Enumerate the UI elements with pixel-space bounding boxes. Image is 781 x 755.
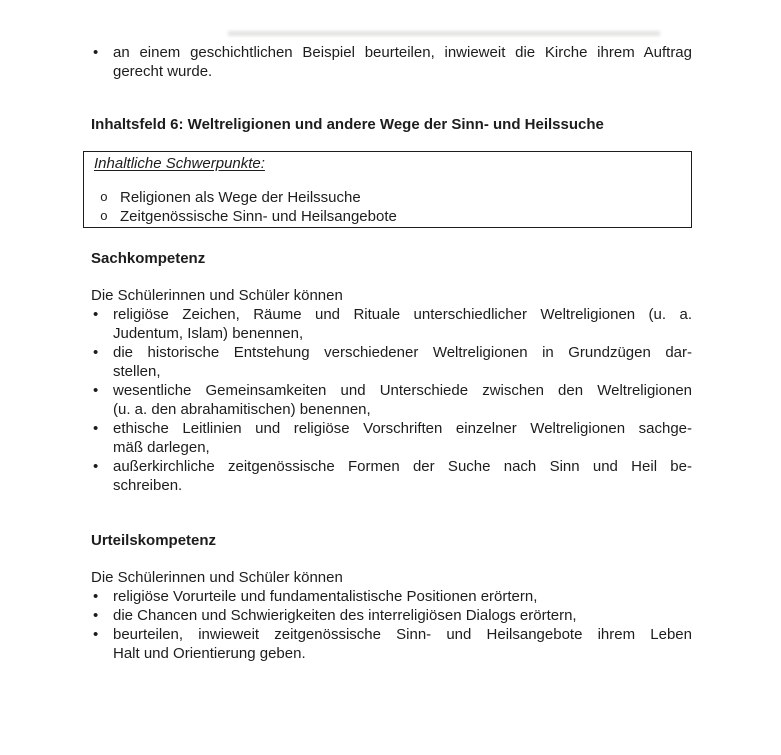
section-lead: Die Schülerinnen und Schüler können	[91, 569, 343, 586]
spacer	[94, 173, 681, 188]
section-heading-urteilskompetenz: Urteilskompetenz	[91, 532, 217, 549]
focus-box	[83, 151, 692, 228]
focus-item-text: Zeitgenössische Sinn- und Heilsangebote	[120, 208, 397, 225]
bullet-text-line: die Chancen und Schwierigkeiten des interreligiösen Dialogs erörtern,	[113, 607, 577, 624]
disc-bullet-marker: •	[93, 344, 99, 361]
bullet-text-line: an einem geschichtlichen Beispiel beurteilen, inwieweit die Kirche ihrem Auftrag	[113, 44, 692, 61]
chapter-heading: Inhaltsfeld 6: Weltreligionen und andere Wege der Sinn- und Heilssuche	[91, 116, 604, 133]
bullet-text-line: stellen,	[113, 363, 161, 380]
bullet-text-line: außerkirchliche zeitgenössische Formen der Suche nach Sinn und Heil be-	[113, 458, 692, 475]
circle-bullet-marker: o	[100, 209, 108, 224]
list-item	[91, 381, 692, 419]
list-item	[91, 419, 692, 457]
bullet-text-line: (u. a. den abrahamitischen) benennen,	[113, 401, 371, 418]
page-content	[91, 0, 692, 663]
urteilskompetenz-bullet-list	[91, 587, 692, 663]
list-item	[91, 625, 692, 663]
focus-item-text: Religionen als Wege der Heilssuche	[120, 189, 361, 206]
list-item	[91, 43, 692, 81]
disc-bullet-marker: •	[93, 382, 99, 399]
bullet-text-line: wesentliche Gemeinsamkeiten und Unterschiede zwischen den Weltreligionen	[113, 382, 692, 399]
intro-bullet-list	[91, 43, 692, 81]
bullet-text-line: beurteilen, inwieweit zeitgenössische Sinn- und Heilsangebote ihrem Leben	[113, 626, 692, 643]
disc-bullet-marker: •	[93, 607, 99, 624]
sachkompetenz-bullet-list	[91, 305, 692, 495]
list-item	[91, 305, 692, 343]
section-lead: Die Schülerinnen und Schüler können	[91, 287, 343, 304]
bullet-text-line: schreiben.	[113, 477, 183, 494]
section-heading-sachkompetenz: Sachkompetenz	[91, 250, 206, 267]
disc-bullet-marker: •	[93, 588, 99, 605]
bullet-text-line: religiöse Zeichen, Räume und Rituale unterschiedlicher Weltreligionen (u. a.	[113, 306, 692, 323]
disc-bullet-marker: •	[93, 458, 99, 475]
disc-bullet-marker: •	[93, 626, 99, 643]
disc-bullet-marker: •	[93, 44, 99, 61]
list-item	[94, 207, 681, 226]
circle-bullet-marker: o	[100, 190, 108, 205]
list-item	[91, 587, 692, 606]
list-item	[91, 343, 692, 381]
bullet-text-line: Halt und Orientierung geben.	[113, 645, 306, 662]
focus-box-list	[94, 188, 681, 226]
disc-bullet-marker: •	[93, 306, 99, 323]
focus-box-title: Inhaltliche Schwerpunkte:	[94, 155, 265, 172]
bullet-text-line: die historische Entstehung verschiedener Weltreligionen in Grundzügen dar-	[113, 344, 692, 361]
bullet-text-line: Judentum, Islam) benennen,	[113, 325, 304, 342]
list-item	[94, 188, 681, 207]
bullet-text-line: gerecht wurde.	[113, 63, 213, 80]
bullet-text-line: mäß darlegen,	[113, 439, 210, 456]
list-item	[91, 606, 692, 625]
bullet-text-line: ethische Leitlinien und religiöse Vorschriften einzelner Weltreligionen sachge-	[113, 420, 692, 437]
list-item	[91, 457, 692, 495]
bullet-text-line: religiöse Vorurteile und fundamentalistische Positionen erörtern,	[113, 588, 538, 605]
disc-bullet-marker: •	[93, 420, 99, 437]
